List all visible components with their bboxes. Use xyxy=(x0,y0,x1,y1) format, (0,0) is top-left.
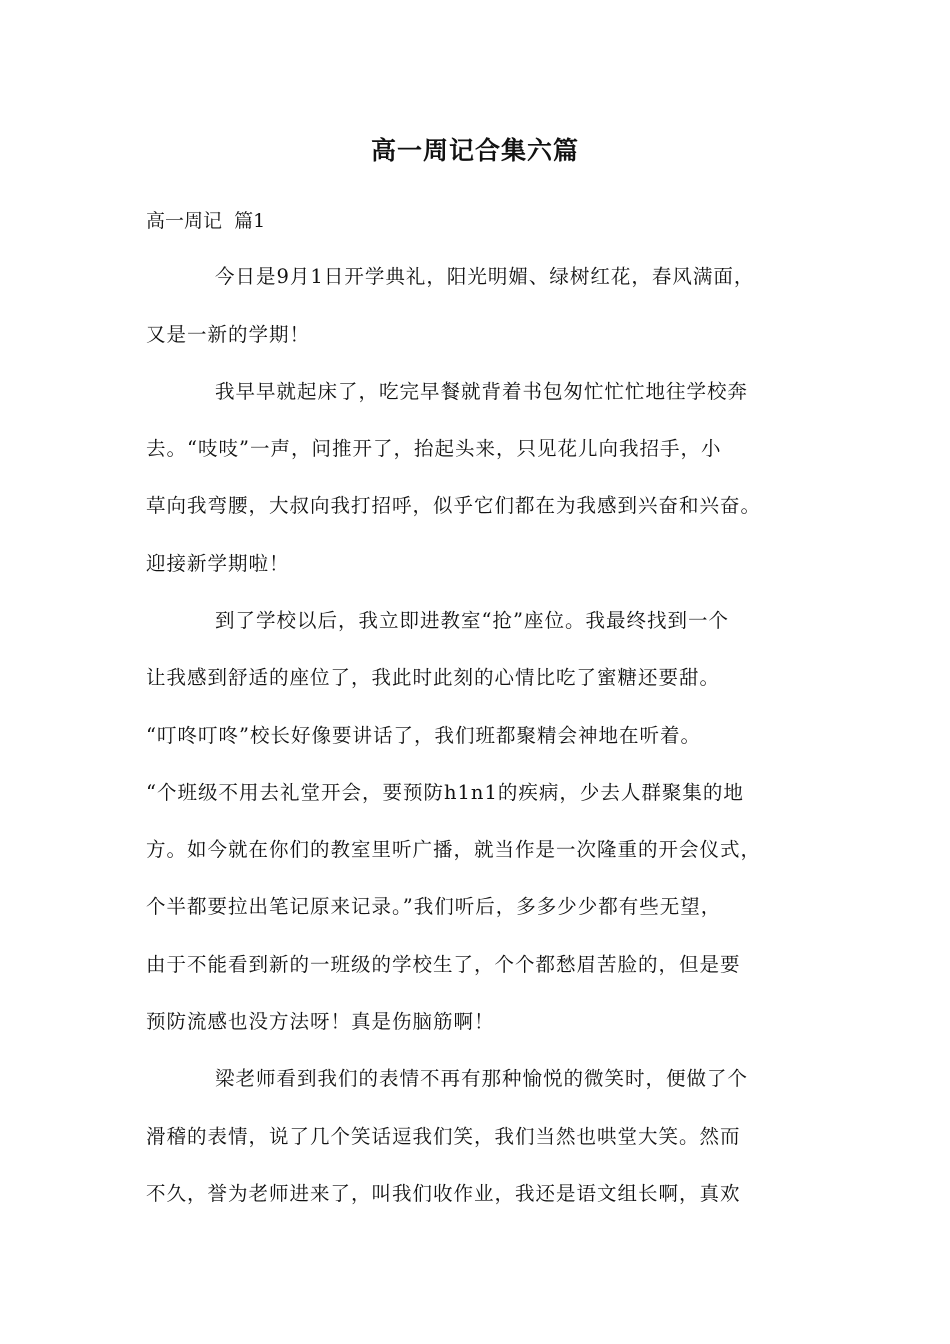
paragraph-line: 今日是9月1日开学典礼，阳光明媚、绿树红花，春风满面， xyxy=(215,265,755,288)
paragraph-line: 让我感到舒适的座位了，我此时此刻的心情比吃了蜜糖还要甜。 xyxy=(146,666,721,689)
paragraph-line: 个半都要拉出笔记原来记录。”我们听后，多多少少都有些无望， xyxy=(146,895,722,918)
paragraph-line: 又是一新的学期！ xyxy=(146,323,311,346)
paragraph-line: 草向我弯腰，大叔向我打招呼，似乎它们都在为我感到兴奋和兴奋。 xyxy=(146,494,762,517)
paragraph-line: 预防流感也没方法呀！真是伤脑筋啊！ xyxy=(146,1010,495,1033)
paragraph-line: 到了学校以后，我立即进教室“抢”座位。我最终找到一个 xyxy=(215,609,729,632)
paragraph-line: 不久，誉为老师进来了，叫我们收作业，我还是语文组长啊，真欢 xyxy=(146,1182,741,1205)
paragraph-line: “个班级不用去礼堂开会，要预防h1n1的疾病，少去人群聚集的地 xyxy=(146,781,744,804)
paragraph-line: 我早早就起床了，吃完早餐就背着书包匆忙忙忙地往学校奔 xyxy=(215,380,749,403)
paragraph-line: 滑稽的表情，说了几个笑话逗我们笑，我们当然也哄堂大笑。然而 xyxy=(146,1125,741,1148)
paragraph-line: 去。“吱吱”一声，问推开了，抬起头来，只见花儿向我招手，小 xyxy=(146,437,722,460)
paragraph-line: 梁老师看到我们的表情不再有那种愉悦的微笑时，便做了个 xyxy=(215,1067,749,1090)
paragraph-line: 方。如今就在你们的教室里听广播，就当作是一次隆重的开会仪式， xyxy=(146,838,762,861)
paragraph-line: 迎接新学期啦！ xyxy=(146,552,290,575)
paragraph-line: “叮咚叮咚”校长好像要讲话了，我们班都聚精会神地在听着。 xyxy=(146,724,701,747)
paragraph-line: 由于不能看到新的一班级的学校生了，个个都愁眉苦脸的，但是要 xyxy=(146,953,741,976)
section-heading: 高一周记 篇1 xyxy=(146,210,266,232)
document-title: 高一周记合集六篇 xyxy=(370,136,579,165)
